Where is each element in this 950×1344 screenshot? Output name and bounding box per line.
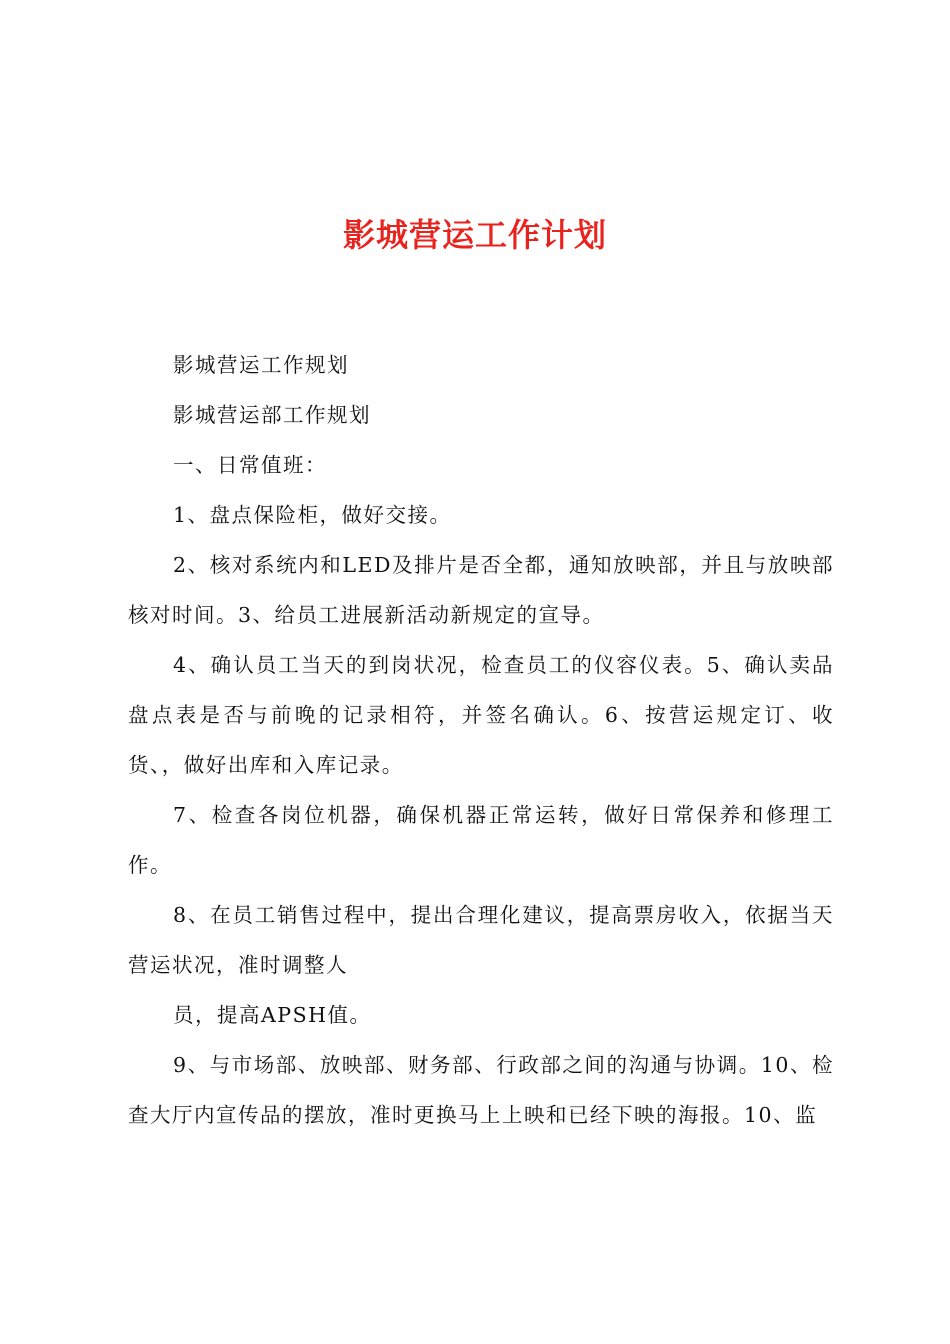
paragraph: 影城营运工作规划 xyxy=(173,353,349,377)
paragraph: 7、检查各岗位机器，确保机器正常运转，做好日常保养和修理工作。 xyxy=(128,803,834,877)
document-title: 影城营运工作计划 xyxy=(342,216,607,254)
paragraph: 一、日常值班： xyxy=(173,453,327,477)
document-body xyxy=(128,340,834,1140)
paragraph: 员，提高APSH值。 xyxy=(173,1003,372,1027)
paragraph: 9、与市场部、放映部、财务部、行政部之间的沟通与协调。10、检查大厅内宣传品的摆放，准时更换马上上映和已经下映的海报。10、监 xyxy=(128,1053,834,1127)
paragraph: 8、在员工销售过程中，提出合理化建议，提高票房收入，依据当天营运状况，准时调整人 xyxy=(128,903,834,977)
paragraph: 2、核对系统内和LED及排片是否全都，通知放映部，并且与放映部核对时间。3、给员工进展新活动新规定的宣导。 xyxy=(128,553,834,627)
paragraph: 1、盘点保险柜，做好交接。 xyxy=(173,503,452,527)
paragraph: 4、确认员工当天的到岗状况，检查员工的仪容仪表。5、确认卖品盘点表是否与前晚的记录相符，并签名确认。6、按营运规定订、收货、，做好出库和入库记录。 xyxy=(128,653,834,777)
paragraph: 影城营运部工作规划 xyxy=(173,403,371,427)
